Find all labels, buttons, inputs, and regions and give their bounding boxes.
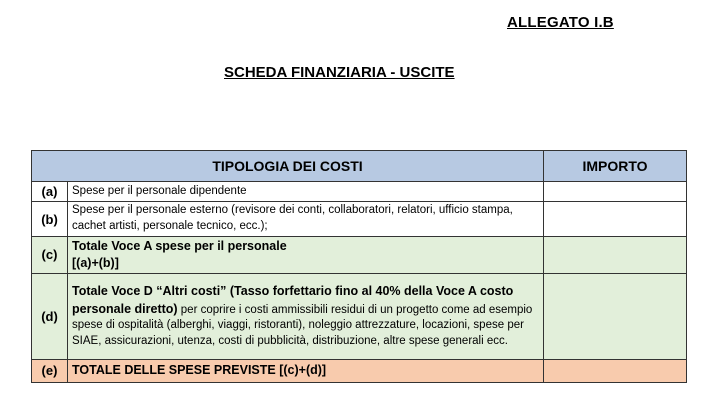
- table-row-b: [32, 202, 687, 237]
- row-description-bold: TOTALE DELLE SPESE PREVISTE [(c)+(d)]: [72, 362, 327, 377]
- row-description: [68, 359, 544, 382]
- row-code: (c): [32, 237, 68, 274]
- row-description-bold: Totale Voce D “Altri costi” (Tasso forfettario fino al 40% della Voce A costo personale diretto): [72, 284, 514, 316]
- table-row-e: [32, 359, 687, 382]
- expenses-table: [31, 150, 687, 383]
- column-header-amount: IMPORTO: [544, 151, 687, 182]
- amount-cell[interactable]: [544, 182, 687, 202]
- row-code: (e): [32, 359, 68, 382]
- row-description: [68, 273, 544, 359]
- row-description-bold-2: [(a)+(b)]: [72, 255, 119, 270]
- table-header-row: [32, 151, 687, 182]
- attachment-label: ALLEGATO I.B: [507, 14, 614, 31]
- amount-cell[interactable]: [544, 273, 687, 359]
- amount-cell[interactable]: [544, 359, 687, 382]
- row-code: (b): [32, 202, 68, 237]
- row-code: (d): [32, 273, 68, 359]
- row-description-normal: per coprire i costi ammissibili residui di un progetto come ad esempio spese di ospitalità (alberghi, viaggi, ristoranti), noleggio attrezzature, locazioni, spese per SIAE, assicurazioni, utenza, costi di pubblicità, distribuzione, altre spese generali ecc.: [72, 303, 533, 347]
- table-row-c: [32, 237, 687, 274]
- row-code: (a): [32, 182, 68, 202]
- column-header-type: TIPOLOGIA DEI COSTI: [32, 151, 544, 182]
- row-description: [68, 237, 544, 274]
- amount-cell[interactable]: [544, 202, 687, 237]
- row-description-bold-1: Totale Voce A spese per il personale: [72, 239, 287, 253]
- row-description: Spese per il personale dipendente: [68, 182, 544, 202]
- table-row-d: [32, 273, 687, 359]
- row-description: Spese per il personale esterno (revisore dei conti, collaboratori, relatori, ufficio stampa, cachet artisti, personale tecnico, ecc.);: [68, 202, 544, 237]
- page-title: SCHEDA FINANZIARIA - USCITE: [224, 64, 455, 81]
- table-row-a: [32, 182, 687, 202]
- amount-cell[interactable]: [544, 237, 687, 274]
